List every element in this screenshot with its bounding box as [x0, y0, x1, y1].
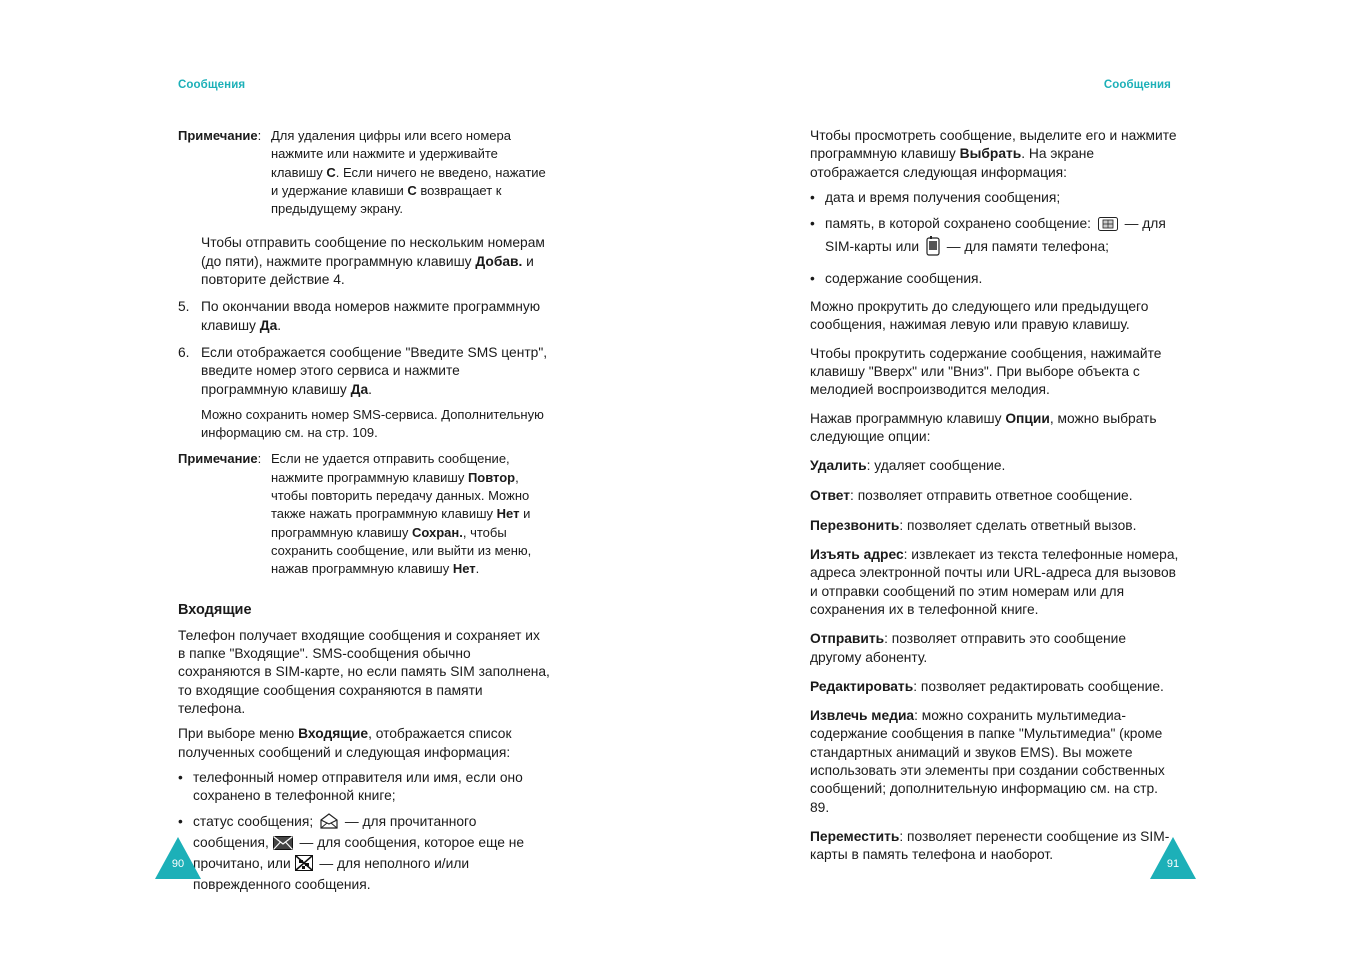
unread-envelope-icon: [273, 836, 293, 855]
options-paragraph: Нажав программную клавишу Опции, можно выбрать следующие опции:: [810, 410, 1157, 444]
phone-memory-icon: [926, 236, 940, 261]
right-page: [675, 0, 1351, 954]
option-extract-address: Изъять адрес: извлекает из текста телефонные номера, адреса электронной почты или URL-адреса для вызовов и отправки сообщений по этим номерам или для сохранения их в телефонной книге.: [810, 547, 1179, 617]
read-envelope-icon: [320, 813, 338, 834]
page-number: 91: [1166, 858, 1180, 870]
note-label: Примечание: [178, 128, 258, 143]
page-header: Сообщения: [178, 79, 246, 91]
option-call-back: Перезвонить: позволяет сделать ответный вызов.: [810, 517, 1137, 533]
bullet-date-time: • дата и время получения сообщения;: [810, 189, 1061, 205]
inbox-menu-paragraph: При выборе меню Входящие, отображается список полученных сообщений и следующая информация:: [178, 726, 512, 760]
sim-card-icon: [1098, 217, 1118, 236]
inbox-paragraph: Телефон получает входящие сообщения и сохраняет их в папке "Входящие". SMS-сообщения обычно сохраняются в SIM-карте, но если память SIM заполнена, то входящие сообщения сохраняются в памяти телефона.: [178, 627, 550, 717]
option-edit: Редактировать: позволяет редактировать сообщение.: [810, 678, 1164, 694]
step-5: 5. По окончании ввода номеров нажмите программную клавишу Да.: [178, 299, 541, 333]
note-label: Примечание: [178, 451, 258, 467]
multi-recipient-paragraph: Чтобы отправить сообщение по нескольким номерам (до пяти), нажмите программную клавишу Добав. и повторите действие 4.: [201, 235, 545, 288]
option-extract-media: Извлечь медиа: можно сохранить мультимедиа-содержание сообщения в папке "Мультимедиа" (кроме стандартных анимаций и звуков EMS). Вы можете использовать эти элементы при создании собственных сообщений; дополнительную информацию см. на стр. 89.: [810, 708, 1165, 815]
option-reply: Ответ: позволяет отправить ответное сообщение.: [810, 488, 1133, 504]
step-6: 6. Если отображается сообщение "Введите SMS центр", введите номер этого сервиса и нажмите программную клавишу Да.: [178, 344, 548, 397]
note-text: Если не удается отправить сообщение, нажмите программную клавишу Повтор, чтобы повторить передачу данных. Можно также нажать программную клавишу Нет и программную клавишу Сохран., чтобы сохранить сообщение, или выйти из меню, нажав программную клавишу Нет.: [271, 451, 532, 577]
view-message-paragraph: Чтобы просмотреть сообщение, выделите его и нажмите программную клавишу Выбрать. На экране отображается следующая информация:: [810, 128, 1177, 180]
corrupted-message-icon: [295, 855, 313, 876]
page-number: 90: [171, 858, 185, 870]
bullet-sender: • телефонный номер отправителя или имя, если оно сохранено в телефонной книге;: [178, 769, 523, 804]
right-column: [810, 127, 1180, 865]
bullet-status: • статус сообщения; — для прочитанного сообщения, — для сообщения, которое еще не прочитано, или — для неполного и/или поврежденного сообщения.: [178, 813, 525, 893]
page-header: Сообщения: [1103, 79, 1171, 91]
scroll-content-paragraph: Чтобы прокрутить содержание сообщения, нажимайте клавишу "Вверх" или "Вниз". При выборе объекта с мелодией воспроизводится мелодия.: [810, 345, 1162, 398]
step-6-note: Можно сохранить номер SMS-сервиса. Дополнительную информацию см. на стр. 109.: [201, 406, 544, 441]
option-forward: Отправить: позволяет отправить это сообщение другому абоненту.: [810, 631, 1127, 665]
option-delete: Удалить: удаляет сообщение.: [810, 458, 1006, 474]
note-send-failed: Примечание: Если не удается отправить сообщение, нажмите программную клавишу Повтор, чтобы повторить передачу данных. Можно также нажать программную клавишу Нет и программную клавишу Сохран., чтобы сохранить сообщение, или выйти из меню, нажав программную клавишу Нет.: [178, 450, 550, 578]
scroll-paragraph: Можно прокрутить до следующего или предыдущего сообщения, нажимая левую или правую клавишу.: [810, 299, 1149, 333]
bullet-content: • содержание сообщения.: [810, 270, 983, 286]
option-move: Переместить: позволяет перенести сообщение из SIM-карты в память телефона и наоборот.: [810, 828, 1170, 863]
note-text: Для удаления цифры или всего номера нажмите или нажмите и удерживайте клавишу C. Если ничего не введено, нажатие и удержание клавиши C возвращает к предыдущему экрану.: [271, 128, 546, 217]
left-page: [0, 0, 675, 954]
bullet-memory: • память, в которой сохранено сообщение: — для SIM-карты или — для памяти телефона;: [810, 215, 1180, 262]
note-delete-digits: Примечание: Для удаления цифры или всего номера нажмите или нажмите и удерживайте клавишу C. Если ничего не введено, нажатие и удержание клавиши C возвращает к предыдущему экрану.: [178, 127, 550, 218]
left-column: [178, 127, 550, 895]
section-title-inbox: Входящие: [178, 601, 252, 618]
